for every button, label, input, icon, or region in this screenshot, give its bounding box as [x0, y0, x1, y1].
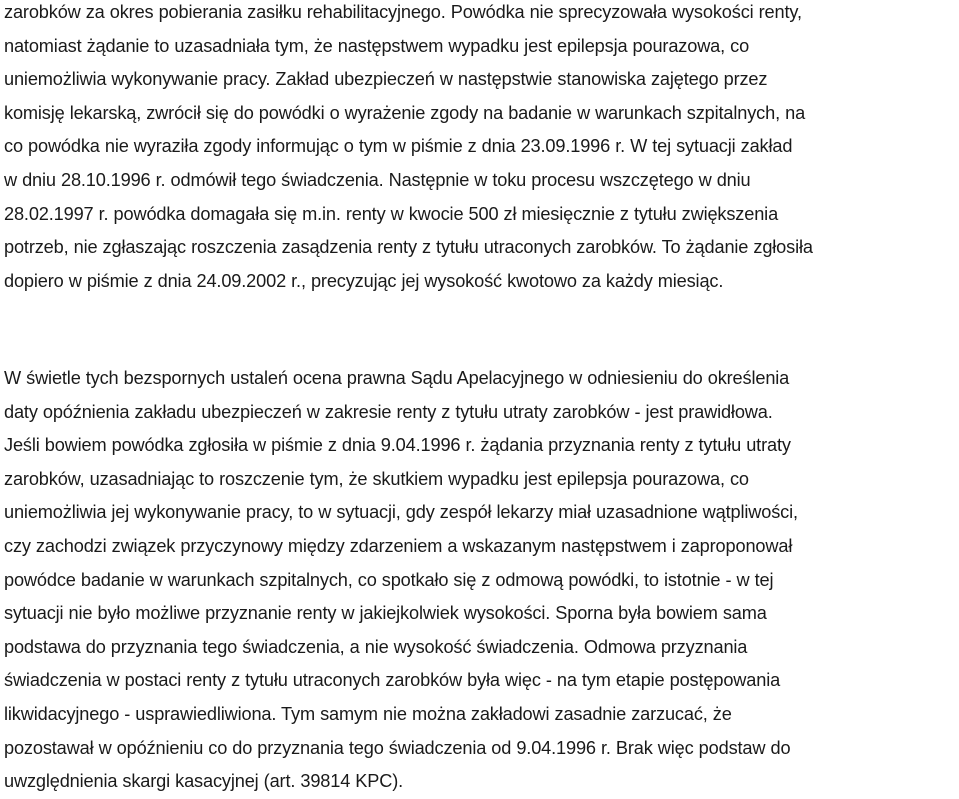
text-line: uwzględnienia skargi kasacyjnej (art. 39814 KPC). [4, 771, 404, 792]
text-line: Jeśli bowiem powódka zgłosiła w piśmie z dnia 9.04.1996 r. żądania przyznania renty z tytułu utraty [4, 435, 791, 456]
text-line: dopiero w piśmie z dnia 24.09.2002 r., precyzując jej wysokość kwotowo za każdy miesiąc. [4, 270, 724, 291]
text-line: podstawa do przyznania tego świadczenia, a nie wysokość świadczenia. Odmowa przyznania [4, 636, 748, 657]
text-line: likwidacyjnego - usprawiedliwiona. Tym samym nie można zakładowi zasadnie zarzucać, że [4, 703, 732, 724]
text-line: pozostawał w opóźnieniu co do przyznania tego świadczenia od 9.04.1996 r. Brak więc podstaw do [4, 737, 791, 758]
text-line: komisję lekarską, zwrócił się do powódki o wyrażenie zgody na badanie w warunkach szpitalnych, na [4, 102, 806, 123]
paragraph-1 [4, 0, 813, 298]
text-line: w dniu 28.10.1996 r. odmówił tego świadczenia. Następnie w toku procesu wszczętego w dniu [4, 169, 751, 190]
paragraph-2 [4, 362, 798, 799]
text-line: 28.02.1997 r. powódka domagała się m.in. renty w kwocie 500 zł miesięcznie z tytułu zwiększenia [4, 203, 779, 224]
text-line: zarobków za okres pobierania zasiłku rehabilitacyjnego. Powódka nie sprecyzowała wysokości renty, [4, 2, 802, 22]
text-line: uniemożliwia jej wykonywanie pracy, to w sytuacji, gdy zespół lekarzy miał uzasadnione wątpliwości, [4, 502, 798, 523]
text-line: daty opóźnienia zakładu ubezpieczeń w zakresie renty z tytułu utraty zarobków - jest prawidłowa. [4, 401, 773, 422]
text-line: W świetle tych bezspornych ustaleń ocena prawna Sądu Apelacyjnego w odniesieniu do określenia [4, 368, 790, 388]
text-line: natomiast żądanie to uzasadniała tym, że następstwem wypadku jest epilepsja pourazowa, co [4, 35, 750, 56]
text-line: potrzeb, nie zgłaszając roszczenia zasądzenia renty z tytułu utraconych zarobków. To żądanie zgłosiła [4, 237, 813, 258]
text-line: zarobków, uzasadniając to roszczenie tym, że skutkiem wypadku jest epilepsja pourazowa, co [4, 468, 749, 489]
text-line: sytuacji nie było możliwe przyznanie renty w jakiejkolwiek wysokości. Sporna była bowiem sama [4, 603, 767, 624]
text-line: co powódka nie wyraziła zgody informując o tym w piśmie z dnia 23.09.1996 r. W tej sytuacji zakład [4, 136, 793, 157]
text-line: uniemożliwia wykonywanie pracy. Zakład ubezpieczeń w następstwie stanowiska zajętego przez [4, 69, 768, 90]
text-line: świadczenia w postaci renty z tytułu utraconych zarobków była więc - na tym etapie postępowania [4, 670, 781, 691]
text-line: powódce badanie w warunkach szpitalnych, co spotkało się z odmową powódki, to istotnie - w tej [4, 569, 774, 590]
text-line: czy zachodzi związek przyczynowy między zdarzeniem a wskazanym następstwem i zaproponował [4, 535, 793, 556]
